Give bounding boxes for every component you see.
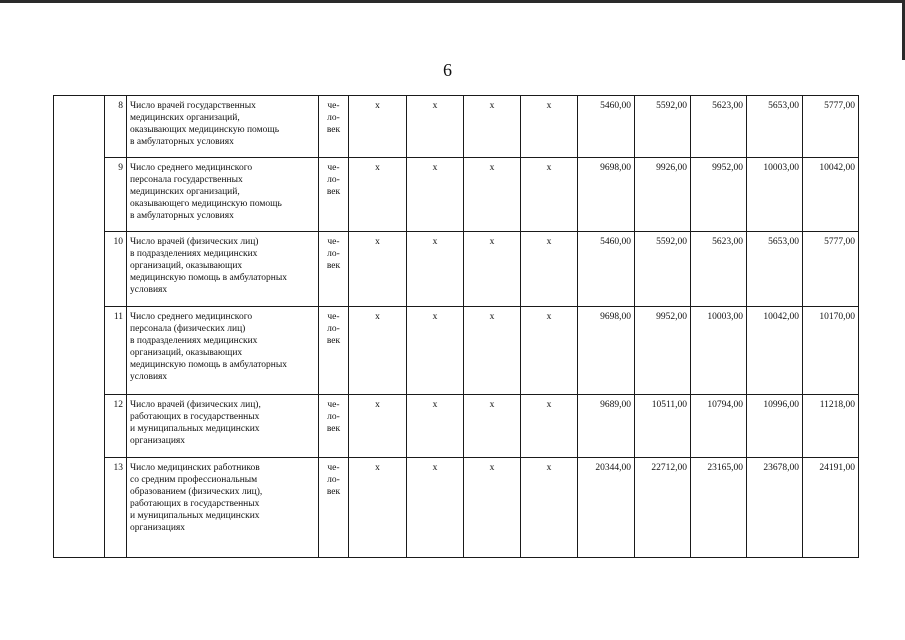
value-cell: 5592,00 [635, 232, 691, 307]
mark-cell: х [349, 395, 407, 458]
mark-cell: х [407, 232, 464, 307]
row-number: 10 [105, 232, 127, 307]
unit-cell: че- ло- век [319, 158, 349, 232]
mark-cell: х [349, 232, 407, 307]
indicator-name: Число врачей (физических лиц), работающих в государственных и муниципальных медицинских организациях [127, 395, 319, 458]
value-cell: 10042,00 [803, 158, 859, 232]
mark-cell: х [521, 232, 578, 307]
mark-cell: х [521, 96, 578, 158]
mark-cell: х [521, 307, 578, 395]
mark-cell: х [521, 395, 578, 458]
value-cell: 9926,00 [635, 158, 691, 232]
value-cell: 10170,00 [803, 307, 859, 395]
value-cell: 5623,00 [691, 96, 747, 158]
indicator-name: Число врачей (физических лиц) в подразделениях медицинских организаций, оказывающих медицинскую помощь в амбулаторных условиях [127, 232, 319, 307]
mark-cell: х [521, 458, 578, 558]
mark-cell: х [407, 307, 464, 395]
blank-column [54, 96, 105, 558]
value-cell: 22712,00 [635, 458, 691, 558]
indicators-table [53, 95, 859, 558]
table-row [54, 232, 859, 307]
indicator-name: Число врачей государственных медицинских организаций, оказывающих медицинскую помощь в амбулаторных условиях [127, 96, 319, 158]
scan-edge-top [0, 0, 905, 3]
indicator-name: Число среднего медицинского персонала государственных медицинских организаций, оказывающего медицинскую помощь в амбулаторных условиях [127, 158, 319, 232]
mark-cell: х [464, 96, 521, 158]
value-cell: 5777,00 [803, 96, 859, 158]
value-cell: 5460,00 [578, 232, 635, 307]
row-number: 13 [105, 458, 127, 558]
value-cell: 9952,00 [691, 158, 747, 232]
mark-cell: х [464, 458, 521, 558]
indicator-name: Число медицинских работников со средним профессиональным образованием (физических лиц), работающих в государственных и муниципальных медицинских организациях [127, 458, 319, 558]
row-number: 12 [105, 395, 127, 458]
value-cell: 11218,00 [803, 395, 859, 458]
mark-cell: х [464, 395, 521, 458]
value-cell: 10996,00 [747, 395, 803, 458]
value-cell: 9689,00 [578, 395, 635, 458]
table-row [54, 158, 859, 232]
table-row [54, 96, 859, 158]
unit-cell: че- ло- век [319, 395, 349, 458]
value-cell: 23165,00 [691, 458, 747, 558]
page-number: 6 [443, 60, 452, 80]
mark-cell: х [464, 232, 521, 307]
value-cell: 9698,00 [578, 158, 635, 232]
value-cell: 24191,00 [803, 458, 859, 558]
unit-cell: че- ло- век [319, 307, 349, 395]
value-cell: 10794,00 [691, 395, 747, 458]
row-number: 8 [105, 96, 127, 158]
value-cell: 5777,00 [803, 232, 859, 307]
value-cell: 5653,00 [747, 96, 803, 158]
value-cell: 10042,00 [747, 307, 803, 395]
indicator-name: Число среднего медицинского персонала (физических лиц) в подразделениях медицинских организаций, оказывающих медицинскую помощь в амбулаторных условиях [127, 307, 319, 395]
value-cell: 9698,00 [578, 307, 635, 395]
mark-cell: х [349, 158, 407, 232]
value-cell: 23678,00 [747, 458, 803, 558]
value-cell: 5592,00 [635, 96, 691, 158]
mark-cell: х [407, 458, 464, 558]
unit-cell: че- ло- век [319, 458, 349, 558]
value-cell: 5653,00 [747, 232, 803, 307]
value-cell: 10003,00 [691, 307, 747, 395]
table-row [54, 307, 859, 395]
mark-cell: х [464, 307, 521, 395]
mark-cell: х [349, 96, 407, 158]
row-number: 11 [105, 307, 127, 395]
value-cell: 5623,00 [691, 232, 747, 307]
unit-cell: че- ло- век [319, 96, 349, 158]
value-cell: 10003,00 [747, 158, 803, 232]
mark-cell: х [407, 395, 464, 458]
unit-cell: че- ло- век [319, 232, 349, 307]
mark-cell: х [464, 158, 521, 232]
row-number: 9 [105, 158, 127, 232]
value-cell: 20344,00 [578, 458, 635, 558]
mark-cell: х [407, 158, 464, 232]
mark-cell: х [521, 158, 578, 232]
mark-cell: х [349, 458, 407, 558]
table-row [54, 395, 859, 458]
value-cell: 5460,00 [578, 96, 635, 158]
value-cell: 9952,00 [635, 307, 691, 395]
table-row [54, 458, 859, 558]
mark-cell: х [407, 96, 464, 158]
value-cell: 10511,00 [635, 395, 691, 458]
mark-cell: х [349, 307, 407, 395]
